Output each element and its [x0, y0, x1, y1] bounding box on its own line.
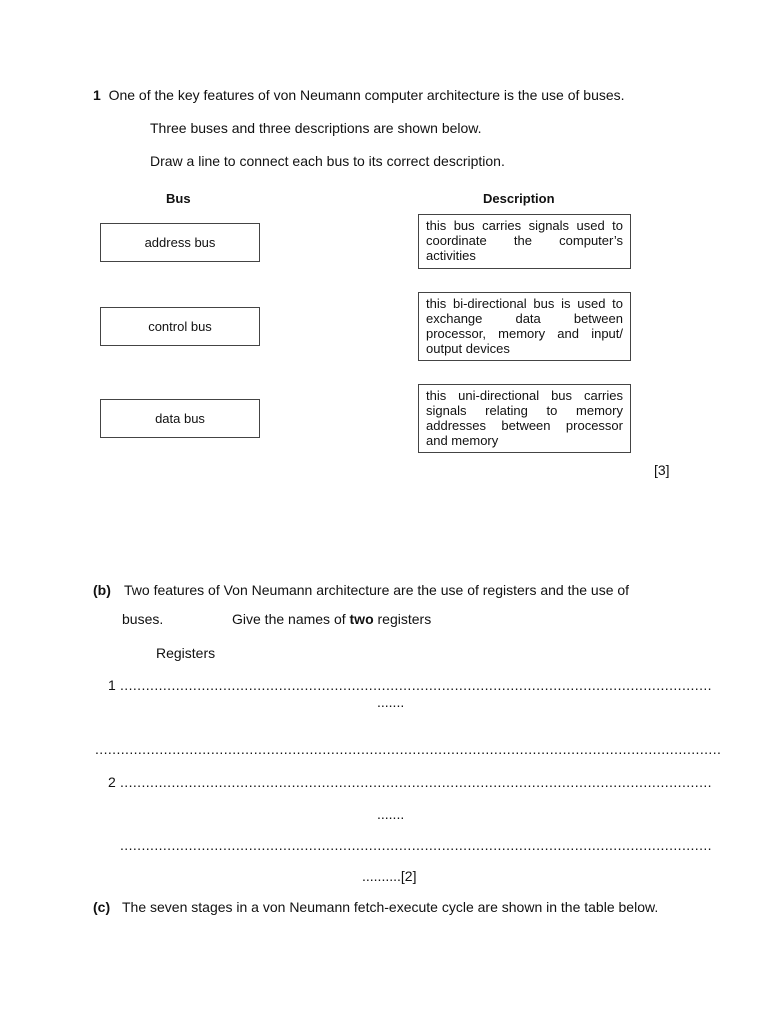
question-1-line2: Three buses and three descriptions are shown below. [150, 120, 482, 136]
question-number: 1 [93, 87, 101, 103]
description-box-1[interactable] [418, 214, 631, 269]
bus-column-header: Bus [166, 191, 191, 206]
answer-line-3[interactable]: .......................................................................................................................................... [120, 837, 712, 853]
description-text-2: this bi-directional bus is used to exchange data between processor, memory and input/ output devices [426, 296, 623, 356]
bus-label-data: data bus [155, 411, 205, 426]
question-c-text: The seven stages in a von Neumann fetch-execute cycle are shown in the table below. [122, 899, 659, 915]
answer-number-2: 2 [108, 774, 116, 790]
marks-q1: [3] [654, 462, 670, 478]
question-1-intro [93, 87, 625, 103]
question-1-instruction: Draw a line to connect each bus to its correct description. [150, 153, 505, 169]
part-label-c: (c) [93, 899, 111, 915]
question-b-text2a: buses. [122, 611, 164, 627]
marks-q1b: ..........[2] [362, 868, 417, 884]
description-column-header: Description [483, 191, 555, 206]
instruction-pre: Give the names of [232, 611, 350, 627]
answer-number-1: 1 [108, 677, 116, 693]
question-c-label [93, 899, 110, 915]
answer-line-1[interactable]: .......................................................................................................................................... [120, 677, 712, 693]
description-box-3[interactable] [418, 384, 631, 453]
bus-label-address: address bus [144, 235, 216, 250]
description-text-3: this uni-directional bus carries signals relating to memory addresses between processor and memory [426, 388, 623, 448]
description-text-1: this bus carries signals used to coordinate the computer’s activities [426, 218, 623, 263]
registers-label: Registers [156, 645, 216, 661]
answer-line-2-cont: ....... [377, 806, 405, 822]
instruction-bold: two [349, 611, 374, 627]
bus-box-data[interactable] [100, 399, 260, 438]
question-b-instruction [232, 611, 431, 627]
bus-box-address[interactable] [100, 223, 260, 262]
bus-box-control[interactable] [100, 307, 260, 346]
answer-line-1-cont: ....... [377, 694, 405, 710]
description-box-2[interactable] [418, 292, 631, 361]
answer-line-2[interactable]: .......................................................................................................................................... [120, 774, 712, 790]
part-label-b: (b) [93, 582, 111, 598]
answer-line-wide[interactable]: .................................................................................................................................................. [95, 741, 722, 757]
bus-label-control: control bus [148, 319, 212, 334]
question-b-text1: Two features of Von Neumann architecture are the use of registers and the use of [124, 582, 630, 598]
question-b-label [93, 582, 111, 598]
instruction-post: registers [373, 611, 432, 627]
question-1-text: One of the key features of von Neumann computer architecture is the use of buses. [108, 87, 625, 103]
